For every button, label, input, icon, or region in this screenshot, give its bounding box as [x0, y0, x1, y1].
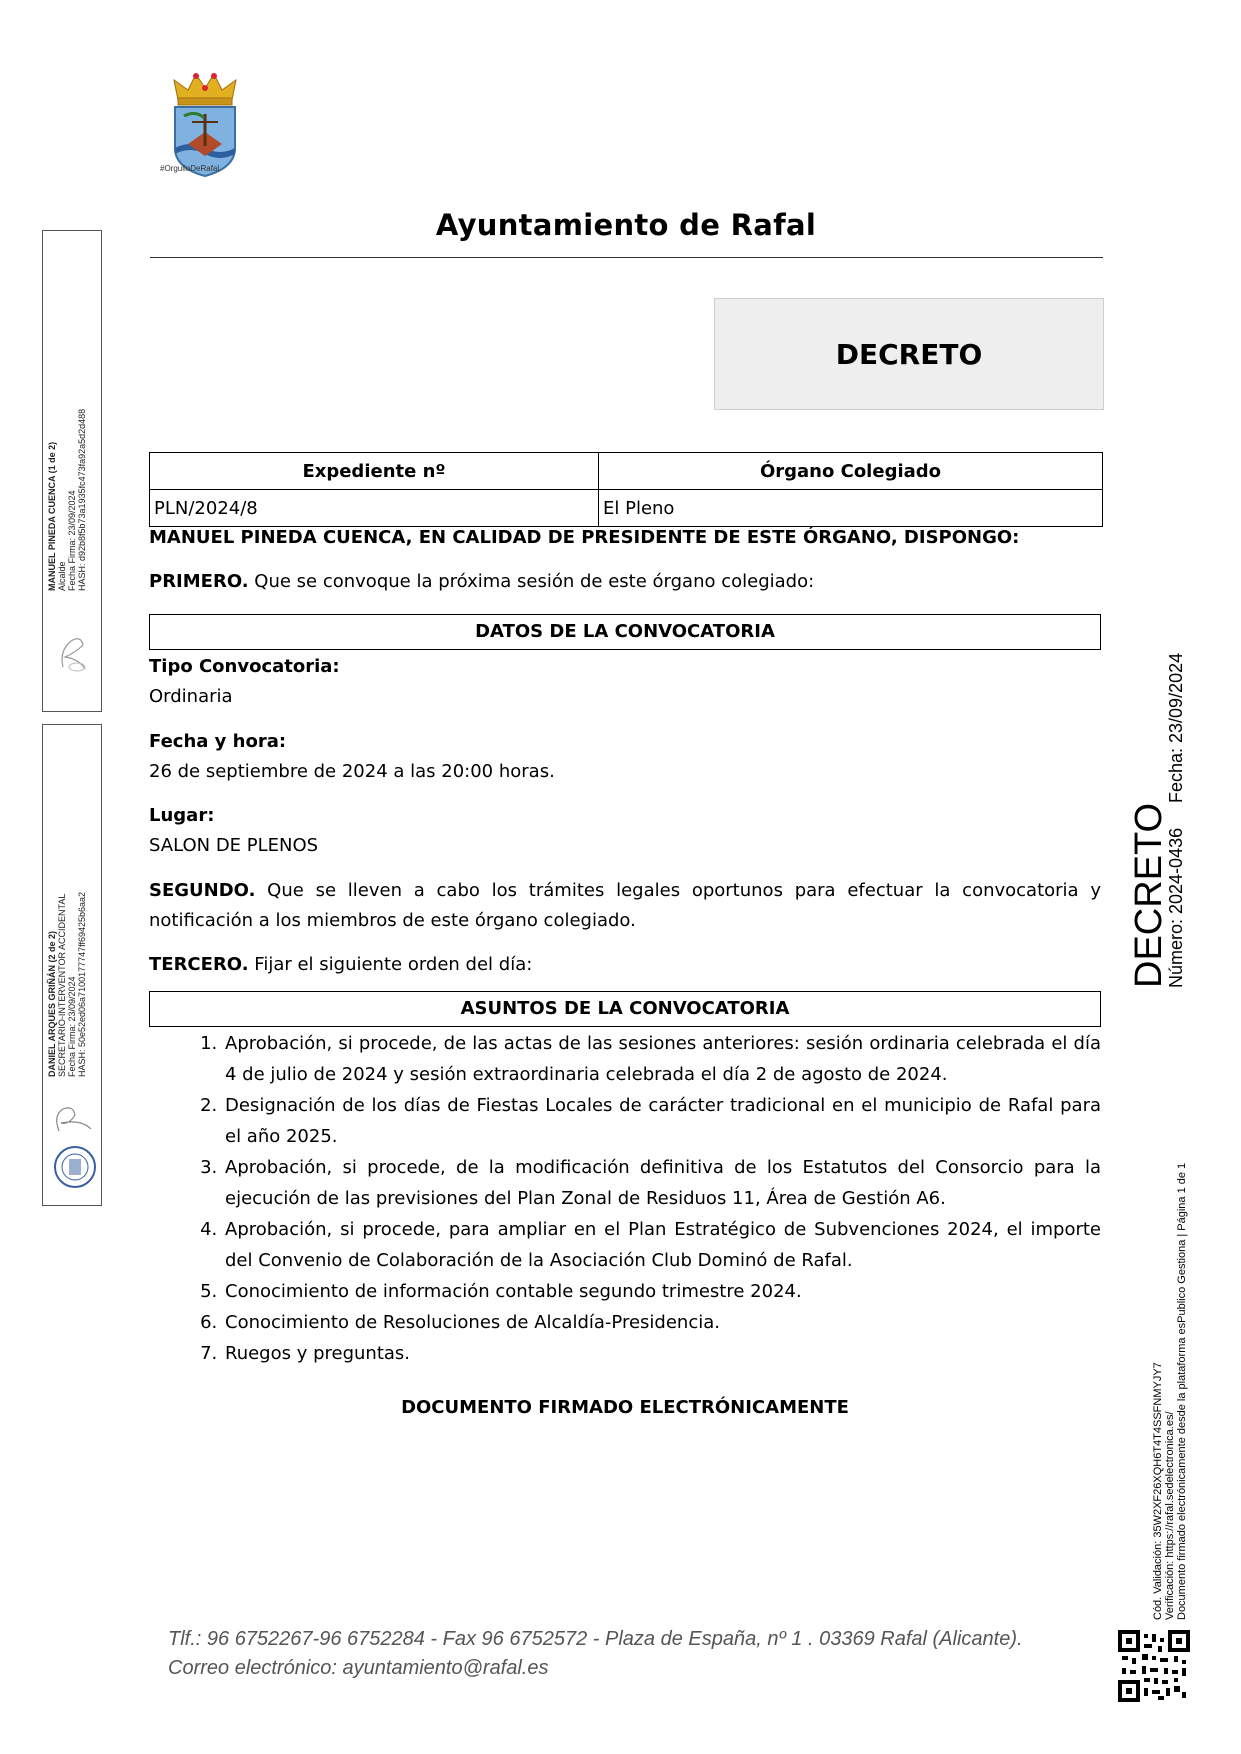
signature-date: Fecha Firma: 23/09/2024: [67, 976, 77, 1077]
list-item: 3. Aprobación, si procede, de la modificación definitiva de los Estatutos del Consorcio para la ejecución de las previsiones del Plan Zonal de Residuos 11, Área de Gestión A6.: [223, 1152, 1101, 1214]
list-item: 7. Ruegos y preguntas.: [223, 1338, 1101, 1369]
tercero-label: TERCERO.: [149, 954, 249, 975]
table-row: [150, 490, 1103, 527]
segundo-label: SEGUNDO.: [149, 880, 256, 901]
document-type-label: DECRETO: [835, 337, 983, 371]
list-item: 6. Conocimiento de Resoluciones de Alcaldía-Presidencia.: [223, 1307, 1101, 1338]
signature-hash: HASH: 50e52ed06a7100177747ff69425b6aa2: [77, 891, 87, 1077]
expediente-table: [149, 452, 1103, 527]
list-item: 4. Aprobación, si procede, para ampliar en el Plan Estratégico de Subvenciones 2024, el importe del Convenio de Colaboración de la Asociación Club Dominó de Rafal.: [223, 1214, 1101, 1276]
signer-role: SECRETARIO-INTERVENTOR ACCIDENTAL: [57, 893, 67, 1077]
signed-electronically-note: DOCUMENTO FIRMADO ELECTRÓNICAMENTE: [401, 1397, 849, 1418]
segundo-paragraph: [149, 876, 1101, 936]
signer-name: MANUEL PINEDA CUENCA (1 de 2): [47, 441, 57, 591]
title-divider: [150, 257, 1103, 258]
validation-code: Cód. Validación: 35W2XF26XQH6T4T4SSFNMYJY7: [1152, 1362, 1164, 1620]
signature-seal-icon: [51, 1103, 97, 1193]
table-cell: El Pleno: [599, 490, 1103, 527]
asuntos-convocatoria-header: ASUNTOS DE LA CONVOCATORIA: [149, 991, 1101, 1027]
table-header-cell: Órgano Colegiado: [599, 453, 1103, 490]
crest-caption: #OrgulloDeRafal: [160, 164, 220, 173]
signature-date: Fecha Firma: 23/09/2024: [67, 490, 77, 591]
document-type-box: [714, 298, 1104, 410]
platform-note: Documento firmado electrónicamente desde la plataforma esPublico Gestiona | Página 1 de 1: [1176, 1162, 1188, 1620]
council-title: Ayuntamiento de Rafal: [435, 208, 817, 242]
footer-contact-line: Tlf.: 96 6752267-96 6752284 - Fax 96 6752572 - Plaza de España, nº 1 . 03369 Rafal (Alicante).: [168, 1628, 1023, 1650]
list-item: 2. Designación de los días de Fiestas Locales de carácter tradicional en el municipio de Rafal para el año 2025.: [223, 1090, 1101, 1152]
list-item: 1. Aprobación, si procede, de las actas de las sesiones anteriores: sesión ordinaria celebrada el día 4 de julio de 2024 y sesión extraordinaria celebrada el día 2 de agosto de 2024.: [223, 1028, 1101, 1090]
agenda-list: [149, 1028, 1101, 1369]
validation-block: [1152, 1163, 1188, 1620]
signature-1-block: [47, 409, 87, 591]
signature-scribble-icon: [55, 631, 91, 675]
list-item: 5. Conocimiento de información contable segundo trimestre 2024.: [223, 1276, 1101, 1307]
side-fecha-label: Fecha: 23/09/2024: [1166, 652, 1186, 803]
tipo-label: Tipo Convocatoria:: [149, 656, 340, 677]
lugar-label: Lugar:: [149, 805, 215, 826]
tercero-paragraph: [149, 950, 1101, 980]
signature-2-block: [47, 892, 87, 1077]
signature-panel-1: [42, 230, 102, 712]
signer-name: DANIEL ARQUES GRIÑÁN (2 de 2): [47, 930, 57, 1077]
table-cell: PLN/2024/8: [150, 490, 599, 527]
side-numero-label: Número: 2024-0436: [1166, 827, 1186, 988]
signer-role: Alcalde: [57, 561, 67, 591]
side-decreto-label: DECRETO: [1128, 802, 1170, 988]
datos-convocatoria-header: DATOS DE LA CONVOCATORIA: [149, 614, 1101, 650]
dispongo-statement: MANUEL PINEDA CUENCA, EN CALIDAD DE PRESIDENTE DE ESTE ÓRGANO, DISPONGO:: [149, 527, 1020, 548]
lugar-value: SALON DE PLENOS: [149, 835, 319, 856]
primero-label: PRIMERO.: [149, 571, 249, 592]
verification-url: Verificación: https://rafal.sedelectronica.es/: [1164, 1411, 1176, 1620]
fecha-value: 26 de septiembre de 2024 a las 20:00 horas.: [149, 761, 555, 782]
tipo-value: Ordinaria: [149, 686, 233, 707]
footer-email-line: Correo electrónico: ayuntamiento@rafal.es: [168, 1657, 549, 1679]
primero-text: Que se convoque la próxima sesión de este órgano colegiado:: [248, 571, 815, 592]
table-header-cell: Expediente nº: [150, 453, 599, 490]
table-header-row: [150, 453, 1103, 490]
signature-panel-2: [42, 724, 102, 1206]
tercero-text: Fijar el siguiente orden del día:: [248, 954, 533, 975]
fecha-label: Fecha y hora:: [149, 731, 287, 752]
signature-hash: HASH: d92b8f5b73a1935fc473fa92a5d2d488: [77, 408, 87, 591]
segundo-text: Que se lleven a cabo los trámites legales oportunos para efectuar la convocatoria y notificación a los miembros de este órgano colegiado.: [149, 880, 1101, 931]
qr-code-icon: [1118, 1630, 1190, 1702]
primero-paragraph: [149, 567, 1101, 597]
